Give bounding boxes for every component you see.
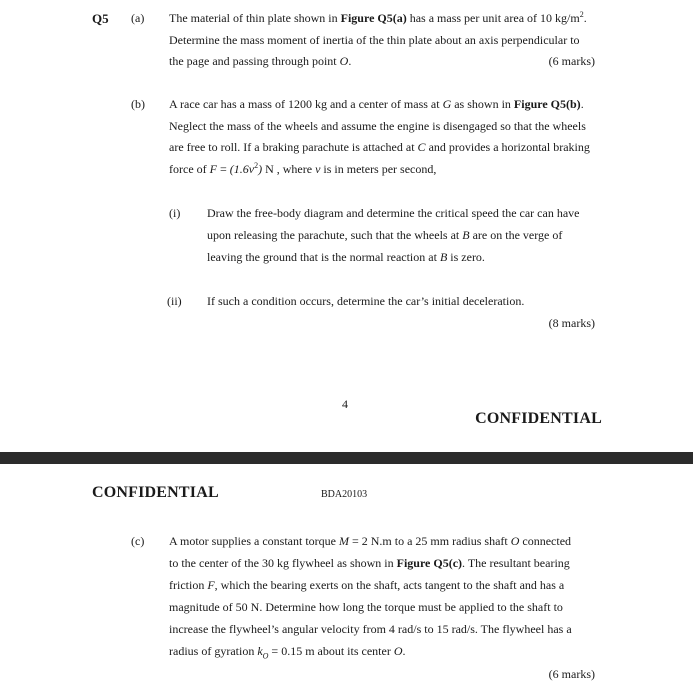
text: . — [580, 97, 584, 111]
superscript: 2 — [579, 10, 584, 19]
variable: k — [257, 644, 263, 658]
variable: O — [393, 644, 403, 658]
part-a-line-3 — [169, 54, 351, 69]
page-separator — [0, 452, 693, 464]
variable: F — [207, 578, 215, 592]
part-b-line-3 — [169, 140, 590, 155]
part-c-label: (c) — [131, 534, 145, 548]
part-a-line-2: Determine the mass moment of inertia of the thin plate about an axis perpendicular to — [169, 33, 580, 47]
sub-i-line-1: Draw the free-body diagram and determine the critical speed the car can have — [207, 206, 580, 220]
part-c-line-6 — [169, 644, 406, 659]
sub-i-line-3 — [207, 250, 485, 265]
variable: M — [338, 534, 349, 548]
text: . The resultant bearing — [462, 556, 570, 570]
variable: B — [462, 228, 470, 242]
part-b-line-1 — [169, 97, 584, 112]
subscript: O — [262, 651, 269, 661]
part-c-line-1 — [169, 534, 571, 549]
text: = 0.15 m about its center — [268, 644, 394, 658]
header-confidential: CONFIDENTIAL — [92, 484, 219, 501]
part-b-line-4 — [169, 162, 436, 177]
text: The material of thin plate shown in — [169, 11, 341, 25]
text: are on the verge of — [469, 228, 563, 242]
superscript: 2 — [254, 161, 259, 170]
sub-ii-label: (ii) — [167, 294, 182, 308]
part-c-line-5: increase the flywheel’s angular velocity from 4 rad/s to 15 rad/s. The flywheel has a — [169, 622, 572, 636]
part-c-line-3 — [169, 578, 564, 593]
text: friction — [169, 578, 208, 592]
sub-i-line-2 — [207, 228, 562, 243]
text: N , where — [262, 162, 316, 176]
part-b-line-2: Neglect the mass of the wheels and assume the engine is disengaged so that the wheels — [169, 119, 586, 133]
variable: v — [315, 162, 321, 176]
text: force of — [169, 162, 210, 176]
part-a-label: (a) — [131, 11, 145, 25]
footer-confidential: CONFIDENTIAL — [475, 410, 602, 427]
text: has a mass per unit area of 10 kg/m — [406, 11, 580, 25]
variable: G — [442, 97, 452, 111]
sub-ii-line-1: If such a condition occurs, determine the car’s initial deceleration. — [207, 294, 525, 308]
variable: C — [417, 140, 426, 154]
variable: B — [439, 250, 448, 264]
page-number: 4 — [342, 397, 348, 411]
part-b-label: (b) — [131, 97, 145, 111]
text: connected — [519, 534, 572, 548]
text: . — [583, 11, 587, 25]
expression: (1.6v — [229, 162, 255, 176]
text: the page and passing through point — [169, 54, 340, 68]
part-c-line-2 — [169, 556, 570, 571]
figure-ref: Figure Q5(b) — [513, 97, 581, 111]
text: as shown in — [451, 97, 514, 111]
text: are free to roll. If a braking parachute is attached at — [169, 140, 418, 154]
question-number: Q5 — [92, 11, 109, 26]
text: A race car has a mass of 1200 kg and a center of mass at — [169, 97, 443, 111]
text: = — [216, 162, 230, 176]
text: is zero. — [447, 250, 485, 264]
text: to the center of the 30 kg flywheel as shown in — [169, 556, 397, 570]
text: and provides a horizontal braking — [425, 140, 590, 154]
part-b-marks: (8 marks) — [548, 316, 595, 330]
part-c-marks: (6 marks) — [548, 667, 595, 681]
variable: O — [339, 54, 349, 68]
text: . — [402, 644, 406, 658]
text: . — [348, 54, 352, 68]
variable: F — [209, 162, 217, 176]
text: = 2 N.m to a 25 mm radius shaft — [348, 534, 511, 548]
text: radius of gyration — [169, 644, 258, 658]
expression: ) — [258, 162, 263, 176]
part-a-marks: (6 marks) — [548, 54, 595, 68]
sub-i-label: (i) — [169, 206, 181, 220]
text: is in meters per second, — [320, 162, 437, 176]
text: , which the bearing exerts on the shaft, acts tangent to the shaft and has a — [214, 578, 565, 592]
text: leaving the ground that is the normal reaction at — [207, 250, 440, 264]
part-a-line-1 — [169, 11, 587, 26]
course-code: BDA20103 — [321, 489, 368, 500]
figure-ref: Figure Q5(a) — [340, 11, 407, 25]
part-c-line-4: magnitude of 50 N. Determine how long the torque must be applied to the shaft to — [169, 600, 563, 614]
figure-ref: Figure Q5(c) — [396, 556, 463, 570]
variable: O — [510, 534, 520, 548]
text: A motor supplies a constant torque — [169, 534, 339, 548]
text: upon releasing the parachute, such that the wheels at — [207, 228, 463, 242]
exam-page-5 — [0, 464, 693, 700]
